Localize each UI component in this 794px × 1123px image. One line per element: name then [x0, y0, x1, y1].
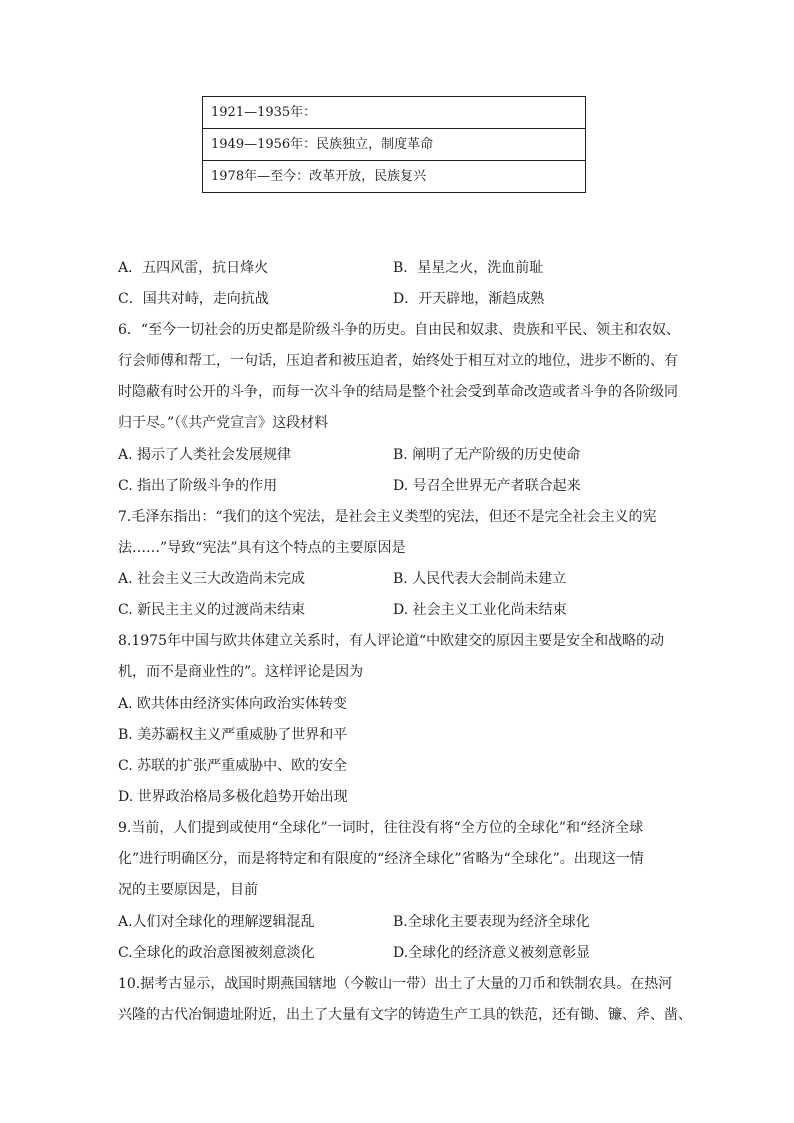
q9-option-a: A.人们对全球化的理解逻辑混乱: [118, 914, 315, 930]
timeline-cell: 1921—1935年：: [203, 97, 586, 129]
q8-option-b: B. 美苏霸权主义严重威胁了世界和平: [118, 727, 348, 743]
q6-stem-line: 6．“至今一切社会的历史都是阶级斗争的历史。自由民和奴隶、贵族和平民、领主和农奴、: [118, 322, 681, 338]
q6-option-a: A. 揭示了人类社会发展规律: [118, 447, 292, 463]
q8-option-d: D. 世界政治格局多极化趋势开始出现: [118, 789, 348, 805]
q6-option-b: B. 阐明了无产阶级的历史使命: [393, 447, 581, 463]
q6-stem-line: 时隐蔽有时公开的斗争，而每一次斗争的结局是整个社会受到革命改造或者斗争的各阶级同: [118, 384, 678, 400]
q8-option-a: A. 欧共体由经济实体向政治实体转变: [118, 696, 348, 712]
q5-option-a: A．五四风雷，抗日烽火: [118, 260, 269, 276]
q5-option-d: D．开天辟地，渐趋成熟: [393, 291, 545, 307]
q7-option-d: D. 社会主义工业化尚未结束: [393, 602, 567, 618]
q10-stem-line: 10.据考古显示，战国时期燕国辖地（今鞍山一带）出土了大量的刀币和铁制农具。在热河: [118, 976, 673, 992]
q9-stem-line: 况的主要原因是，目前: [118, 882, 258, 898]
q8-option-c: C. 苏联的扩张严重威胁中、欧的安全: [118, 758, 348, 774]
table-row: [203, 129, 586, 161]
timeline-cell: 1978年—至今：改革开放，民族复兴: [203, 161, 586, 193]
q7-option-b: B. 人民代表大会制尚未建立: [393, 571, 567, 587]
q7-stem-line: 7.毛泽东指出：“我们的这个宪法，是社会主义类型的宪法，但还不是完全社会主义的宪: [118, 509, 657, 525]
timeline-table: [202, 96, 586, 193]
q6-stem-line: 归于尽。”（《共产党宣言》这段材料: [118, 415, 329, 431]
table-row: [203, 161, 586, 193]
q6-option-d: D. 号召全世界无产者联合起来: [393, 478, 581, 494]
q5-option-b: B．星星之火，洗血前耻: [393, 260, 544, 276]
table-row: [203, 97, 586, 129]
q6-option-c: C. 指出了阶级斗争的作用: [118, 478, 278, 494]
q7-option-a: A. 社会主义三大改造尚未完成: [118, 571, 306, 587]
q7-option-c: C. 新民主主义的过渡尚未结束: [118, 602, 306, 618]
q8-stem-line: 8.1975年中国与欧共体建立关系时，有人评论道“中欧建交的原因主要是安全和战略的动: [118, 633, 665, 649]
q6-stem-line: 行会师傅和帮工，一句话，压迫者和被压迫者，始终处于相互对立的地位，进步不断的、有: [118, 353, 678, 369]
q9-option-c: C.全球化的政治意图被刻意淡化: [118, 945, 315, 961]
q9-stem-line: 9.当前，人们提到或使用“全球化”一词时，往往没有将“全方位的全球化”和“经济全球: [118, 820, 644, 836]
q9-option-d: D.全球化的经济意义被刻意彰显: [393, 945, 591, 961]
timeline-cell: 1949—1956年：民族独立，制度革命: [203, 129, 586, 161]
q9-option-b: B.全球化主要表现为经济全球化: [393, 914, 590, 930]
q7-stem-line: 法……”导致“宪法”具有这个特点的主要原因是: [118, 540, 406, 556]
q10-stem-line: 兴隆的古代冶铜遗址附近，出土了大量有文字的铸造生产工具的铁范，还有锄、镰、斧、凿、: [118, 1007, 692, 1023]
q9-stem-line: 化”进行明确区分，而是将特定和有限度的“经济全球化”省略为“全球化”。出现这一情: [118, 851, 644, 867]
q8-stem-line: 机，而不是商业性的”。这样评论是因为: [118, 664, 364, 680]
q5-option-c: C．国共对峙，走向抗战: [118, 291, 269, 307]
